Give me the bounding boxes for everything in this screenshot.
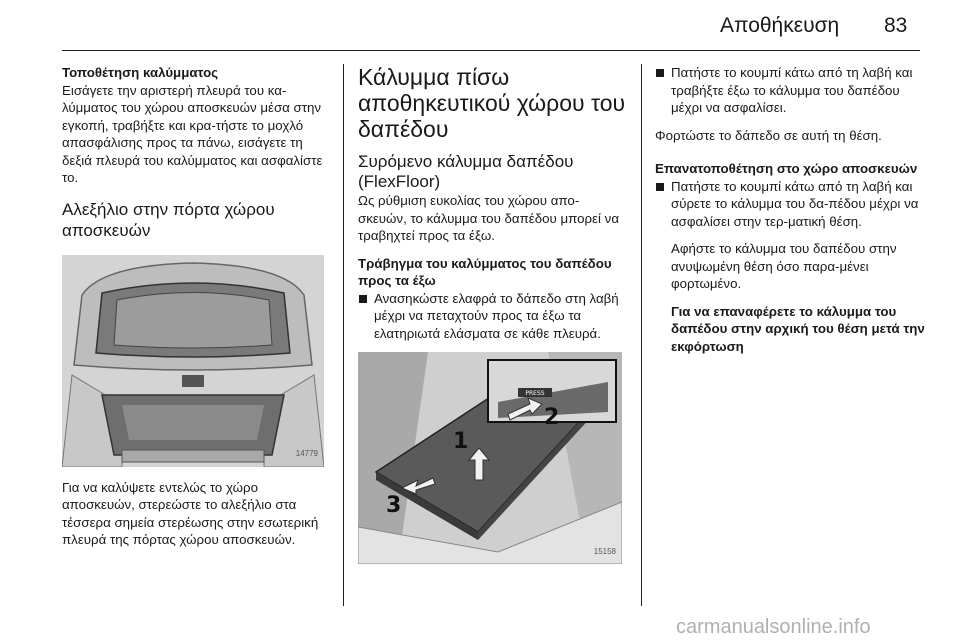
page-number: 83	[884, 14, 908, 37]
figure-trunk-sunshade	[62, 255, 324, 467]
figure-flexfloor	[358, 352, 622, 564]
flexfloor-illustration	[358, 352, 622, 564]
column-2	[358, 64, 628, 564]
column-divider-2	[641, 64, 642, 606]
subheading-cover-install: Τοποθέτηση καλύμματος	[62, 65, 219, 80]
bullet-press-button-slide	[655, 178, 925, 231]
paragraph-load-floor: Φορτώστε το δάπεδο σε αυτή τη θέση.	[655, 127, 882, 143]
callout-1: 1	[453, 429, 469, 454]
paragraph-sunshade: Για να καλύψετε εντελώς το χώρο αποσκευών, στερεώστε το αλεξήλιο στα τέσσερα σημεία στερέωσης στην εσωτερική πλευρά της πόρτας χώρου αποσκευών.	[62, 479, 319, 547]
bullet-text: Πατήστε το κουμπί κάτω από τη λαβή και τραβήξτε έξω το κάλυμμα του δαπέδου μέχρι να ασφαλίσει.	[671, 65, 913, 115]
column-divider-1	[343, 64, 344, 606]
header-divider	[62, 50, 920, 51]
bullet-lift-floor	[358, 290, 628, 343]
bullet-mark	[656, 183, 664, 191]
heading-sunshade: Αλεξήλιο στην πόρτα χώρου αποσκευών	[62, 199, 275, 240]
figure-code: 14779	[295, 449, 318, 458]
handle-press-label: PRESS	[525, 390, 545, 397]
paragraph-leave-raised: Αφήστε το κάλυμμα του δαπέδου στην ανυψωμένη θέση όσο παρα-μένει φορτωμένο.	[671, 241, 897, 291]
bullet-mark	[656, 69, 664, 77]
bullet-text: Ανασηκώστε ελαφρά το δάπεδο στη λαβή μέχρι να πεταχτούν προς τα έξω τα ελατηριωτά ελάσματα σε κάθε πλευρά.	[374, 290, 619, 341]
subheading-flexfloor: Συρόμενο κάλυμμα δαπέδου (FlexFloor)	[358, 152, 574, 191]
paragraph-flexfloor: Ως ρύθμιση ευκολίας του χώρου απο-σκευών, το κάλυμμα του δαπέδου μπορεί να τραβηχτεί προς τα έξω.	[358, 193, 620, 243]
callout-3: 3	[386, 493, 402, 518]
bullet-mark	[359, 295, 367, 303]
page-title: Αποθήκευση	[720, 14, 840, 37]
column-3	[655, 64, 925, 355]
subheading-pull-out: Τράβηγμα του καλύμματος του δαπέδου προς τα έξω	[358, 255, 612, 288]
heading-floor-cover: Κάλυμμα πίσω αποθηκευτικού χώρου του δαπέδου	[358, 64, 626, 142]
bullet-press-button-pull	[655, 64, 925, 117]
callout-2: 2	[544, 405, 560, 430]
subheading-reinstall: Επανατοποθέτηση στο χώρο αποσκευών	[655, 161, 918, 176]
bullet-text: Πατήστε το κουμπί κάτω από τη λαβή και σύρετε το κάλυμμα του δα-πέδου μέχρι να ασφαλίσει στην τερ-ματική θέση.	[671, 178, 919, 229]
paragraph-cover-install: Εισάγετε την αριστερή πλευρά του κα-λύμματος του χώρου αποσκευών μέσα στην εγκοπή, τραβήξτε και κρα-τήστε το μοχλό απασφάλισης προς τα πάνω, εισάγετε τη δεξιά πλευρά του καλύμματος και ασφαλίστε το.	[62, 82, 323, 185]
watermark-site: carmanualsonline.info	[676, 616, 871, 638]
subheading-restore: Για να επαναφέρετε το κάλυμμα του δαπέδου στην αρχική του θέση μετά την εκφόρτωση	[671, 303, 925, 354]
column-1	[62, 64, 326, 549]
figure-code: 15158	[593, 546, 616, 556]
trunk-sunshade-illustration	[62, 255, 324, 467]
